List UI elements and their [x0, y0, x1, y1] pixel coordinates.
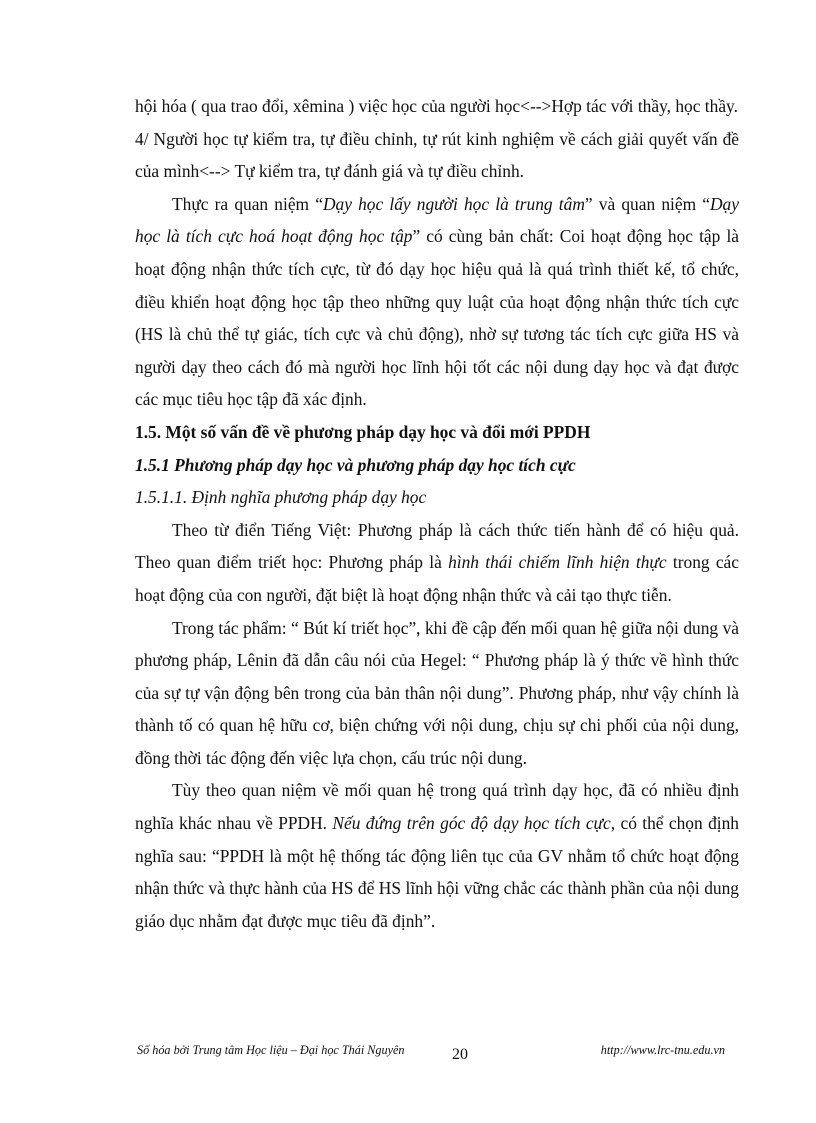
paragraph-1: hội hóa ( qua trao đổi, xêmina ) việc học của người học<-->Hợp tác với thầy, học thầy. [135, 96, 738, 116]
paragraph-3-quote-1: Dạy học lấy người học là trung tâm [322, 193, 585, 214]
page-footer [135, 1036, 739, 1076]
paragraph-3-quote-2: Dạy học là tích cực hoá hoạt động học tập [135, 193, 739, 247]
footer-url[interactable]: http://www.lrc-tnu.edu.vn [600, 1043, 725, 1057]
paragraph-6-emphasis: Nếu đứng trên góc độ dạy học tích cực [332, 813, 611, 834]
paragraph-4-emphasis: hình thái chiếm lĩnh hiện thực [448, 552, 667, 573]
paragraph-6-text-a: Tùy theo quan niệm về mối quan hệ trong quá trình dạy học, đã có nhiều định nghĩa khác nhau về PPDH. [135, 780, 739, 834]
section-heading: 1.5. Một số vấn đề về phương pháp dạy học và đổi mới PPDH [135, 421, 591, 442]
footer-source: Số hóa bởi Trung tâm Học liệu – Đại học Thái Nguyên [137, 1043, 405, 1057]
paragraph-6-text-c: , có thể chọn định nghĩa sau: “PPDH là một hệ thống tác động liên tục của GV nhằm tổ chức hoạt động nhận thức và thực hành của HS để HS lĩnh hội vững chắc các thành phần của nội dung giáo dục nhằm đạt được mục tiêu đã định”. [135, 813, 739, 931]
paragraph-3-text-e: ” có cùng bản chất: Coi hoạt động học tập là hoạt động nhận thức tích cực, từ đó dạy học hiệu quả là quá trình thiết kế, tổ chức, điều khiển hoạt động học tập theo những quy luật của hoạt động nhận thức tích cực (HS là chủ thể tự giác, tích cực và chủ động), nhờ sự tương tác tích cực giữa HS và người dạy theo cách đó mà người học lĩnh hội tốt các nội dung dạy học và đạt được các mục tiêu học tập đã xác định. [135, 226, 739, 410]
subsubsection-heading: 1.5.1.1. Định nghĩa phương pháp dạy học [135, 487, 427, 508]
paragraph-3 [135, 188, 739, 416]
document-page [135, 90, 739, 937]
paragraph-5: Trong tác phẩm: “ Bút kí triết học”, khi đề cập đến mối quan hệ giữa nội dung và phương pháp, Lênin đã dẫn câu nói của Hegel: “ Phương pháp là ý thức về hình thức của sự tự vận động bên trong của bản thân nội dung”. Phương pháp, như vậy chính là thành tố có quan hệ hữu cơ, biện chứng với nội dung, chịu sự chi phối của nội dung, đồng thời tác động đến việc lựa chọn, cấu trúc nội dung. [135, 617, 739, 768]
paragraph-4-text-c: trong các hoạt động của con người, đặt biệt là hoạt động nhận thức và cải tạo thực tiễn. [135, 552, 739, 605]
page-number: 20 [452, 1046, 468, 1063]
paragraph-2: 4/ Người học tự kiểm tra, tự điều chỉnh, tự rút kinh nghiệm về cách giải quyết vấn đề của mình<--> Tự kiểm tra, tự đánh giá và tự điều chỉnh. [135, 128, 739, 182]
paragraph-3-text-c: ” và quan niệm “ [584, 193, 710, 214]
paragraph-4 [135, 514, 739, 612]
paragraph-4-text-a: Theo từ điển Tiếng Việt: Phương pháp là cách thức tiến hành để có hiệu quả. Theo quan điểm triết học: Phương pháp là [135, 519, 739, 573]
paragraph-6 [135, 774, 739, 937]
paragraph-3-text-a: Thực ra quan niệm “ [172, 193, 323, 214]
subsection-heading: 1.5.1 Phương pháp dạy học và phương pháp dạy học tích cực [135, 454, 576, 475]
